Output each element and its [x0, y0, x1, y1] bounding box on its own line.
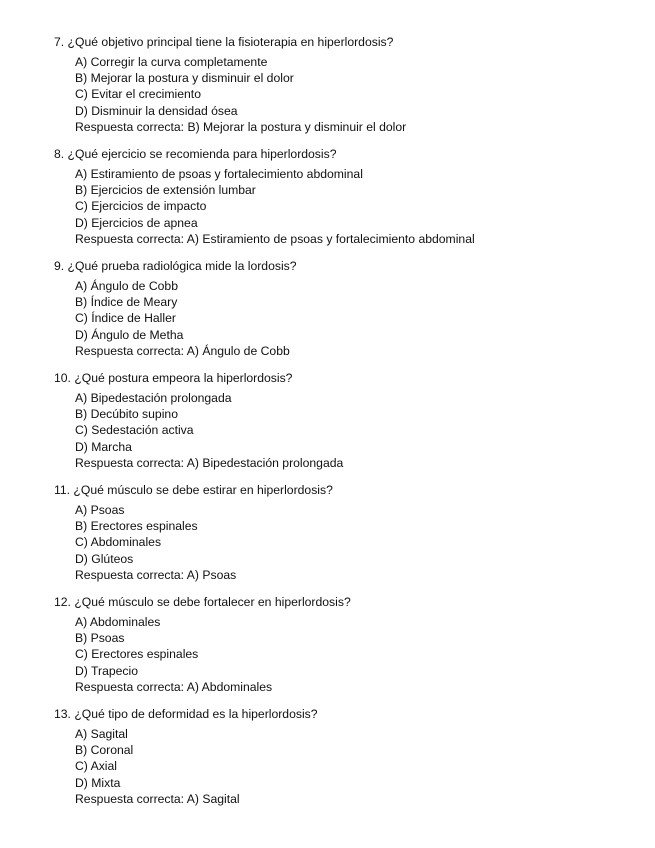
option-b: B) Psoas	[75, 631, 125, 646]
option-c: C) Erectores espinales	[75, 647, 199, 662]
option-b: B) Decúbito supino	[75, 407, 178, 422]
option-c: C) Evitar el crecimiento	[75, 87, 201, 102]
question-text: 8. ¿Qué ejercicio se recomienda para hiperlordosis?	[54, 147, 337, 161]
question-block	[54, 706, 634, 807]
options-list	[75, 726, 634, 807]
correct-answer: Respuesta correcta: A) Abdominales	[75, 679, 273, 694]
option-b: B) Índice de Meary	[75, 295, 178, 310]
correct-answer: Respuesta correcta: A) Ángulo de Cobb	[75, 343, 290, 358]
correct-answer: Respuesta correcta: B) Mejorar la postura y disminuir el dolor	[75, 119, 407, 134]
question-block	[54, 258, 634, 359]
option-d: D) Mixta	[75, 775, 121, 790]
options-list	[75, 502, 634, 583]
correct-answer: Respuesta correcta: A) Estiramiento de psoas y fortalecimiento abdominal	[75, 231, 475, 246]
option-a: A) Corregir la curva completamente	[75, 55, 268, 69]
question-text: 12. ¿Qué músculo se debe fortalecer en hiperlordosis?	[54, 595, 351, 609]
question-text: 9. ¿Qué prueba radiológica mide la lordosis?	[54, 259, 297, 273]
option-d: D) Disminuir la densidad ósea	[75, 103, 238, 118]
options-list	[75, 390, 634, 471]
options-list	[75, 278, 634, 359]
option-a: A) Sagital	[75, 727, 128, 741]
option-c: C) Sedestación activa	[75, 423, 194, 438]
option-a: A) Ángulo de Cobb	[75, 279, 178, 293]
option-b: B) Erectores espinales	[75, 519, 198, 534]
question-block	[54, 370, 634, 471]
option-a: A) Abdominales	[75, 615, 161, 629]
option-c: C) Abdominales	[75, 535, 162, 550]
question-text: 13. ¿Qué tipo de deformidad es la hiperlordosis?	[54, 707, 318, 721]
question-block	[54, 34, 634, 135]
option-c: C) Axial	[75, 759, 117, 774]
question-text: 7. ¿Qué objetivo principal tiene la fisioterapia en hiperlordosis?	[54, 35, 394, 49]
question-block	[54, 146, 634, 247]
option-b: B) Coronal	[75, 743, 134, 758]
option-d: D) Glúteos	[75, 551, 134, 566]
option-d: D) Ángulo de Metha	[75, 327, 184, 342]
option-d: D) Trapecio	[75, 663, 138, 678]
option-b: B) Ejercicios de extensión lumbar	[75, 183, 256, 198]
correct-answer: Respuesta correcta: A) Sagital	[75, 791, 240, 806]
question-text: 10. ¿Qué postura empeora la hiperlordosis?	[54, 371, 293, 385]
correct-answer: Respuesta correcta: A) Psoas	[75, 567, 237, 582]
question-block	[54, 594, 634, 695]
option-a: A) Bipedestación prolongada	[75, 391, 232, 405]
correct-answer: Respuesta correcta: A) Bipedestación prolongada	[75, 455, 344, 470]
question-block	[54, 482, 634, 583]
options-list	[75, 166, 634, 247]
option-a: A) Estiramiento de psoas y fortalecimiento abdominal	[75, 167, 363, 181]
option-c: C) Índice de Haller	[75, 311, 176, 326]
option-d: D) Ejercicios de apnea	[75, 215, 198, 230]
question-text: 11. ¿Qué músculo se debe estirar en hiperlordosis?	[54, 483, 333, 497]
options-list	[75, 54, 634, 135]
option-d: D) Marcha	[75, 439, 132, 454]
option-a: A) Psoas	[75, 503, 125, 517]
options-list	[75, 614, 634, 695]
option-b: B) Mejorar la postura y disminuir el dolor	[75, 71, 294, 86]
option-c: C) Ejercicios de impacto	[75, 199, 207, 214]
